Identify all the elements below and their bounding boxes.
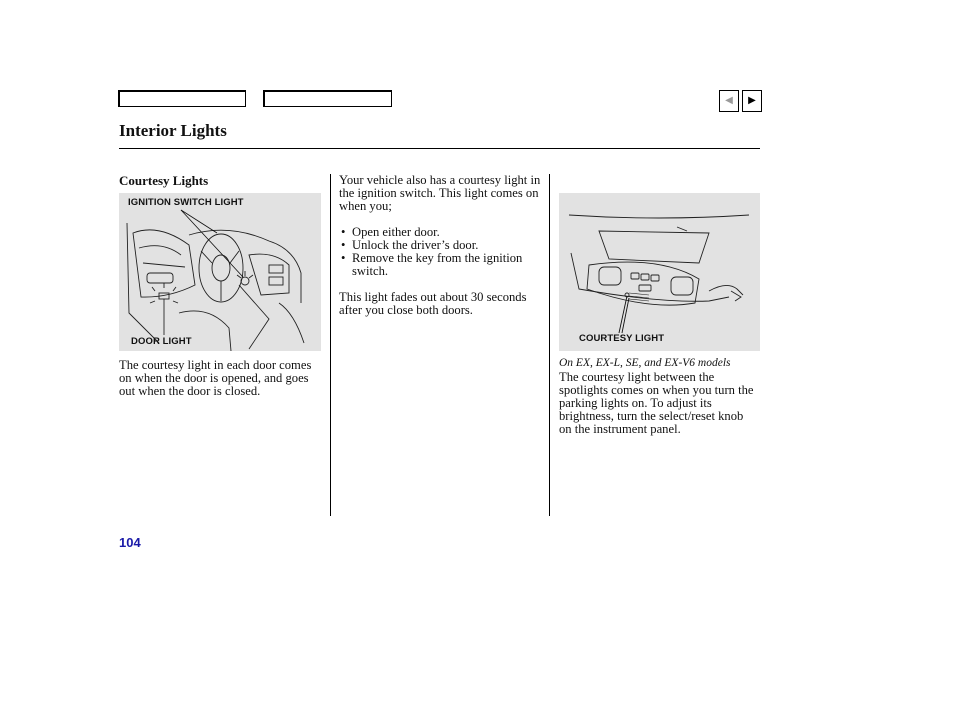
- ignition-switch-light-callout: IGNITION SWITCH LIGHT: [128, 197, 244, 208]
- nav-tab-contents[interactable]: [118, 90, 246, 107]
- door-light-description: [119, 359, 327, 398]
- column-divider-2: [549, 174, 550, 516]
- list-item: • Remove the key from the ignition switch.: [339, 252, 545, 278]
- ignition-light-intro: Your vehicle also has a courtesy light in the ignition switch. This light comes on when you;: [339, 173, 541, 213]
- ignition-light-text: [339, 174, 545, 317]
- column-divider-1: [330, 174, 331, 516]
- courtesy-light-paragraph: The courtesy light between the spotlights comes on when you turn the parking lights on. To adjust its brightness, turn the select/reset knob on the instrument panel.: [559, 370, 754, 436]
- title-divider: [119, 148, 760, 149]
- list-item: • Unlock the driver’s door.: [339, 239, 545, 252]
- nav-tab-index[interactable]: [263, 90, 392, 107]
- page-number: 104: [119, 535, 141, 550]
- door-light-callout: DOOR LIGHT: [131, 336, 192, 347]
- list-item: • Open either door.: [339, 226, 545, 239]
- triangle-right-icon: ▶: [748, 95, 756, 106]
- courtesy-light-illustration: [559, 193, 760, 351]
- triangle-left-icon: ◀: [725, 95, 733, 106]
- ignition-light-conditions: [339, 226, 545, 278]
- courtesy-light-callout: COURTESY LIGHT: [579, 333, 665, 344]
- door-light-illustration: [119, 193, 321, 351]
- ignition-light-closing: This light fades out about 30 seconds after you close both doors.: [339, 290, 527, 317]
- door-light-paragraph: The courtesy light in each door comes on when the door is opened, and goes out when the door is closed.: [119, 358, 312, 398]
- section-heading: Courtesy Lights: [119, 173, 209, 188]
- courtesy-light-text: [559, 357, 759, 436]
- previous-page-button[interactable]: [719, 90, 739, 112]
- model-applicability-note: On EX, EX-L, SE, and EX-V6 models: [559, 357, 731, 369]
- dashboard-drawing: [119, 193, 321, 351]
- overhead-console-drawing: [559, 193, 760, 351]
- page-title: Interior Lights: [119, 121, 227, 140]
- next-page-button[interactable]: [742, 90, 762, 112]
